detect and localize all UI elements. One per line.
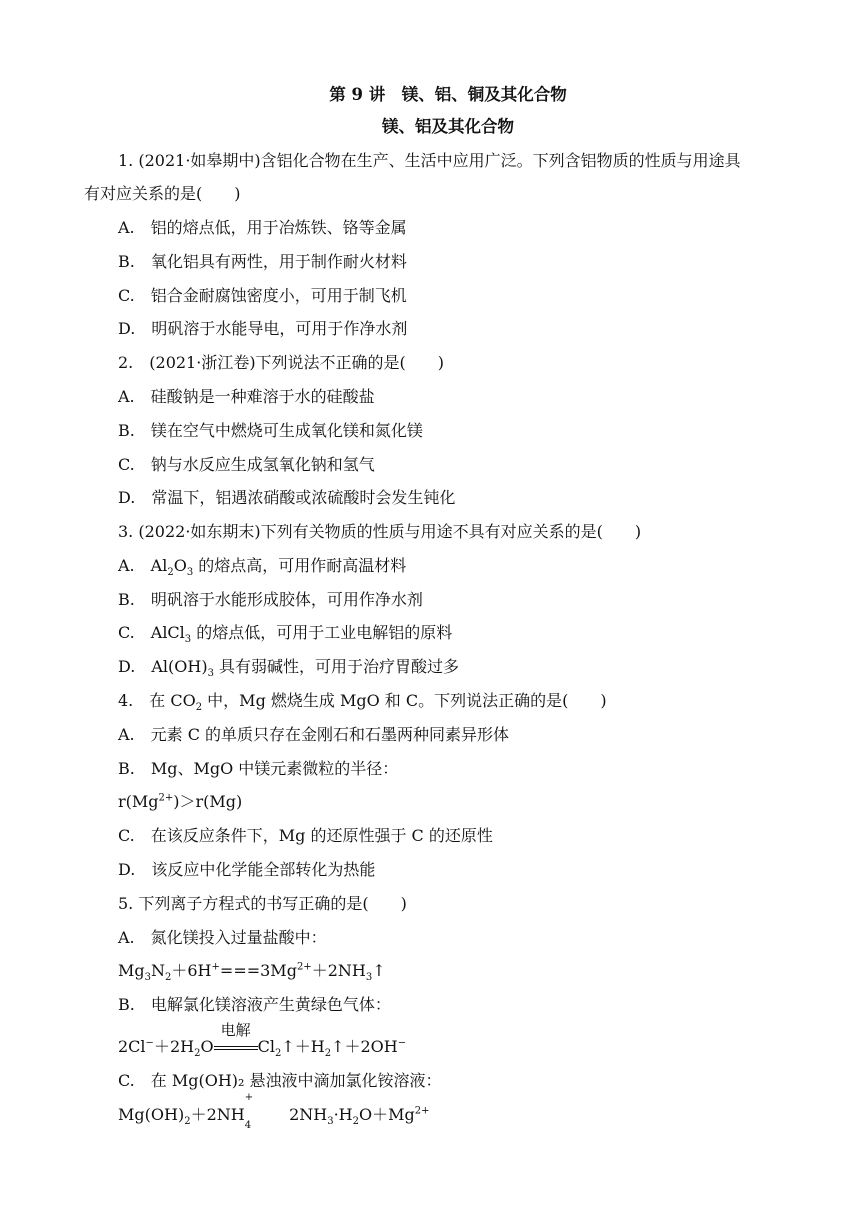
q4-stem: 4. 在 $CO_2$ 中，Mg 燃烧生成 MgO 和 C。下列说法正确的是( ) [118, 691, 607, 714]
q3-option-d: D. $Al(OH)_3$ 具有弱碱性，可用于治疗胃酸过多 [118, 657, 460, 680]
q5-option-a-equation: $Mg_3N_2+6H^+===3Mg^{2+}+2NH_3↑$ [118, 961, 386, 984]
electrolysis-condition: 电解 [214, 1036, 258, 1058]
q5-option-a: A. 氮化镁投入过量盐酸中： [118, 928, 327, 947]
q1-option-a: A. 铝的熔点低，用于冶炼铁、铬等金属 [118, 218, 407, 237]
q1-option-c: C. 铝合金耐腐蚀密度小，可用于制飞机 [118, 286, 407, 305]
q1-option-d: D. 明矾溶于水能导电，可用于作净水剂 [118, 319, 408, 338]
q1-stem-line2: 有对应关系的是( ) [84, 184, 241, 203]
q2-option-c: C. 钠与水反应生成氢氧化钠和氢气 [118, 455, 375, 474]
q4-option-b: B. Mg、MgO 中镁元素微粒的半径： [118, 759, 399, 778]
q5-option-c-equation: $Mg(OH)_2+2NH$ + $_42NH_3\cdot H_2O+Mg^{2+}$ [118, 1092, 430, 1132]
q5-stem: 5. 下列离子方程式的书写正确的是( ) [118, 894, 407, 913]
q2-option-a: A. 硅酸钠是一种难溶于水的硅酸盐 [118, 387, 375, 406]
q4-option-d: D. 该反应中化学能全部转化为热能 [118, 860, 376, 879]
q5-option-c: C. 在 Mg(OH)₂ 悬浊液中滴加氯化铵溶液： [118, 1071, 442, 1090]
q5-option-b: B. 电解氯化镁溶液产生黄绿色气体： [118, 995, 391, 1014]
q2-stem: 2. (2021·浙江卷)下列说法不正确的是( ) [118, 353, 445, 372]
q4-option-a: A. 元素 C 的单质只存在金刚石和石墨两种同素异形体 [118, 725, 510, 744]
q1-stem-line1: 1. (2021·如皋期中)含铝化合物在生产、生活中应用广泛。下列含铝物质的性质与用途具 [118, 151, 741, 170]
q3-option-c: C. AlCl$_3$ 的熔点低，可用于工业电解铝的原料 [118, 623, 453, 646]
q2-option-d: D. 常温下，铝遇浓硝酸或浓硫酸时会发生钝化 [118, 488, 456, 507]
lecture-title: 第 9 讲 镁、铝、铜及其化合物 [329, 85, 567, 104]
q5-option-b-equation: $2Cl^-+2H_2O$ 电解 $Cl_2↑+H_2↑+2OH^-$ [118, 1021, 407, 1060]
q3-option-b: B. 明矾溶于水能形成胶体，可用作净水剂 [118, 590, 423, 609]
q3-option-a: A. $Al_2O_3$ 的熔点高，可用作耐高温材料 [118, 556, 407, 579]
q1-option-b: B. 氧化铝具有两性，用于制作耐火材料 [118, 252, 407, 271]
q2-option-b: B. 镁在空气中燃烧可生成氧化镁和氮化镁 [118, 421, 423, 440]
q4-option-c: C. 在该反应条件下，Mg 的还原性强于 C 的还原性 [118, 826, 493, 845]
section-subtitle: 镁、铝及其化合物 [382, 117, 514, 136]
q4-option-b-equation: $r(Mg^{2+})>r(Mg)$ [118, 792, 243, 811]
q3-stem: 3. (2022·如东期末)下列有关物质的性质与用途不具有对应关系的是( ) [118, 522, 642, 541]
